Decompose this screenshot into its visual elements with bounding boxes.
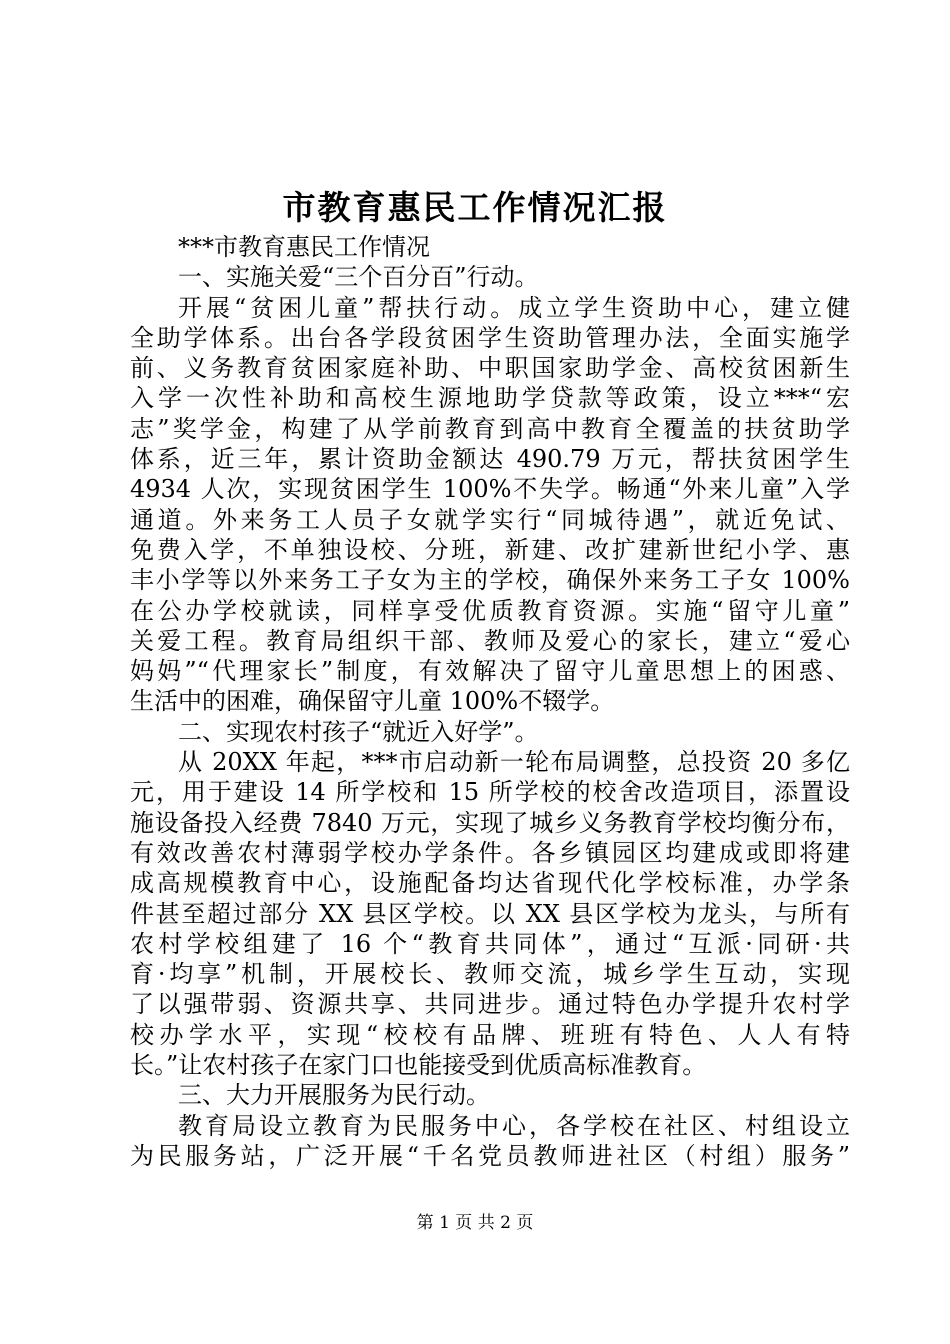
text-line: 前、义务教育贫困家庭补助、中职国家助学金、高校贫困新生 xyxy=(130,354,850,383)
text-line: 4934 人次，实现贫困学生 100%不失学。畅通“外来儿童”入学 xyxy=(130,475,850,504)
text-line: 妈妈”“代理家长”制度，有效解决了留守儿童思想上的困惑、 xyxy=(130,657,850,686)
text-line: ***市教育惠民工作情况 xyxy=(178,233,430,261)
text-line: 元，用于建设 14 所学校和 15 所学校的校舍改造项目，添置设 xyxy=(130,778,850,807)
text-line: 了以强带弱、资源共享、共同进步。通过特色办学提升农村学 xyxy=(130,990,850,1019)
text-line: 生活中的困难，确保留守儿童 100%不辍学。 xyxy=(130,687,615,716)
text-line: 入学一次性补助和高校生源地助学贷款等政策，设立***“宏 xyxy=(130,384,850,413)
text-line: 农村学校组建了 16 个“教育共同体”，通过“互派·同研·共 xyxy=(130,929,850,958)
text-line: 通道。外来务工人员子女就学实行“同城待遇”，就近免试、 xyxy=(130,505,850,534)
text-line: 长。”让农村孩子在家门口也能接受到优质高标准教育。 xyxy=(130,1051,707,1080)
text-line: 施设备投入经费 7840 万元，实现了城乡义务教育学校均衡分布， xyxy=(130,808,850,837)
text-line: 体系，近三年，累计资助金额达 490.79 万元，帮扶贫困学生 xyxy=(130,445,850,474)
text-line: 校办学水平，实现“校校有品牌、班班有特色、人人有特 xyxy=(130,1020,850,1049)
text-line: 一、实施关爱“三个百分百”行动。 xyxy=(178,263,539,292)
text-line: 育·均享”机制，开展校长、教师交流，城乡学生互动，实现 xyxy=(130,960,850,989)
text-line: 二、实现农村孩子“就近入好学”。 xyxy=(178,717,539,746)
text-line: 有效改善农村薄弱学校办学条件。各乡镇园区均建成或即将建 xyxy=(130,838,850,867)
text-line: 三、大力开展服务为民行动。 xyxy=(178,1081,490,1110)
text-line: 件甚至超过部分 XX 县区学校。以 XX 县区学校为龙头，与所有 xyxy=(130,899,850,928)
text-line: 在公办学校就读，同样享受优质教育资源。实施“留守儿童” xyxy=(130,596,850,625)
text-line: 开展“贫困儿童”帮扶行动。成立学生资助中心，建立健 xyxy=(178,293,850,322)
text-line: 志”奖学金，构建了从学前教育到高中教育全覆盖的扶贫助学 xyxy=(130,414,850,443)
text-line: 免费入学，不单独设校、分班，新建、改扩建新世纪小学、惠 xyxy=(130,535,850,564)
text-line: 教育局设立教育为民服务中心，各学校在社区、村组设立 xyxy=(178,1111,850,1140)
text-line: 关爱工程。教育局组织干部、教师及爱心的家长，建立“爱心 xyxy=(130,626,850,655)
text-line: 丰小学等以外来务工子女为主的学校，确保外来务工子女 100% xyxy=(130,566,850,595)
text-line: 全助学体系。出台各学段贫困学生资助管理办法，全面实施学 xyxy=(130,323,850,352)
text-line: 为民服务站，广泛开展“千名党员教师进社区（村组）服务” xyxy=(130,1141,850,1170)
document-title: 市教育惠民工作情况汇报 xyxy=(282,188,668,227)
text-line: 从 20XX 年起，***市启动新一轮布局调整，总投资 20 多亿 xyxy=(178,748,850,777)
page-footer: 第 1 页 共 2 页 xyxy=(416,1213,534,1233)
document-body xyxy=(130,232,850,1171)
text-line: 成高规模教育中心，设施配备均达省现代化学校标准，办学条 xyxy=(130,869,850,898)
